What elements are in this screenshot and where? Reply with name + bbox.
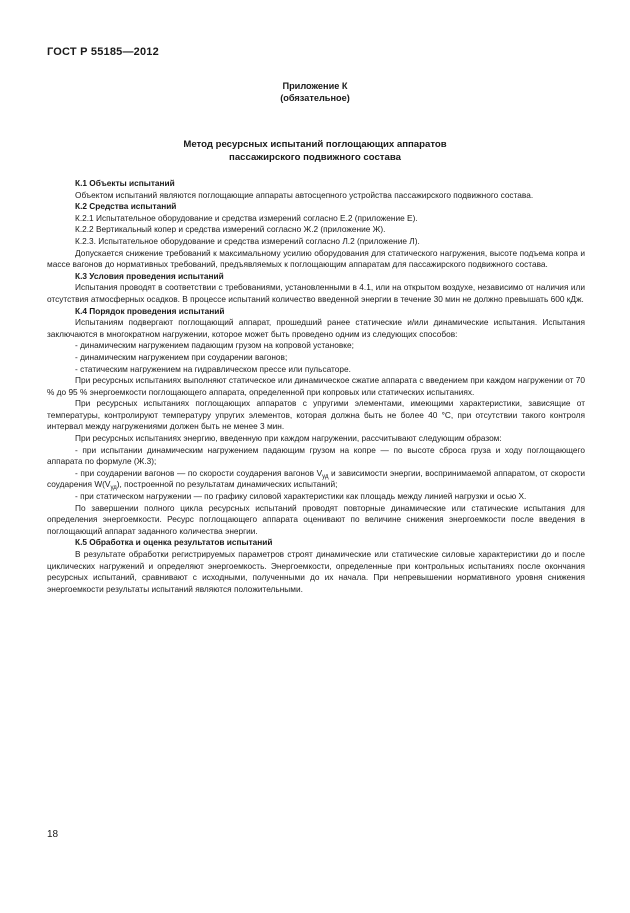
section-heading: К.3 Условия проведения испытаний [75,270,224,281]
paragraph: К.2.3. Испытательное оборудование и средства измерений согласно Л.2 (приложение Л). [75,235,420,246]
paragraph: При ресурсных испытаниях поглощающих аппаратов с упругими элементами, имеющими характеристики, зависящие от температуры, контролируют температуру упругих элементов, которая должна быть не более 40 °С, при отсутствии такого контроля интервал между нагружениями должен быть не менее 3 мин. [47,398,585,432]
list-item: - при статическом нагружении — по графику силовой характеристики как площадь между линией нагрузки и осью X. [75,491,527,502]
list-text: ), построенной по результатам динамических испытаний; [116,479,338,490]
list-item: - динамическим нагружением при соударении вагонов; [75,351,288,362]
paragraph: Объектом испытаний являются поглощающие аппараты автосцепного устройства пассажирского подвижного состава. [75,189,534,200]
annex-status: (обязательное) [280,93,350,103]
document-title [0,138,630,164]
paragraph: При ресурсных испытаниях энергию, введенную при каждом нагружении, рассчитывают следующим образом: [75,433,502,444]
list-item-formula [47,468,585,491]
section-heading: К.2 Средства испытаний [75,201,177,212]
paragraph: Испытаниям подвергают поглощающий аппарат, прошедший ранее статические и/или динамические испытания. Испытания заключаются в многократном нагружении, которое может быть проведено одним из следующих способов: [47,317,585,339]
paragraph: Допускается снижение требований к максимальному усилию оборудования для статического нагружения, высоте подъема копра и массе вагонов до нормативных требований, предъявляемых к поглощающим аппаратам для пассажирского подвижного состава. [47,247,585,270]
list-item: - при испытании динамическим нагружением падающим грузом на копре — по высоте сброса груза и ходу поглощающего аппарата по формуле (Ж.3); [47,444,585,467]
list-item: - статическим нагружением на гидравлическом прессе или пульсаторе. [75,363,351,374]
document-body [47,178,585,595]
section-heading: К.1 Объекты испытаний [75,178,175,188]
subscript: уд [322,473,329,480]
standard-header: ГОСТ Р 55185—2012 [47,46,159,58]
title-line-1: Метод ресурсных испытаний поглощающих аппаратов [183,139,447,150]
annex-block [0,80,630,104]
list-text: и зависимости энергии, воспринимаемой аппаратом, от скорости соударения W(V [47,467,585,490]
list-text: - при соударении вагонов — по скорости соударения вагонов V [75,467,323,478]
title-line-2: пассажирского подвижного состава [229,152,401,163]
paragraph: К.2.2 Вертикальный копер и средства измерений согласно Ж.2 (приложение Ж). [75,224,386,235]
section-heading: К.5 Обработка и оценка результатов испытаний [75,537,273,548]
annex-label: Приложение К [282,81,348,91]
list-item: - динамическим нагружением падающим грузом на копровой установке; [75,340,354,351]
paragraph: При ресурсных испытаниях выполняют статическое или динамическое сжатие аппарата с введением при каждом нагружении от 70 % до 95 % энергоемкости поглощающего аппарата, определенной при копровых или статических испытаниях. [47,375,585,397]
paragraph: Испытания проводят в соответствии с требованиями, установленными в 4.1, или на открытом воздухе, независимо от наличия или отсутствия атмосферных осадков. В процессе испытаний количество введенной энергии в течение 30 мин не должно превышать 600 кДж. [47,282,585,304]
section-heading: К.4 Порядок проведения испытаний [75,305,225,316]
subscript: уд [110,485,117,492]
paragraph: К.2.1 Испытательное оборудование и средства измерений согласно Е.2 (приложение Е). [75,212,418,223]
paragraph: В результате обработки регистрируемых параметров строят динамические или статические силовые характеристики до и после циклических нагружений и определяют энергоемкость. Энергоемкости, определенные при контрольных испытаниях после окончания ресурсных испытаний, сравнивают с исходными, полученными до их начала. При непревышении нормативного уровня снижения энергоемкости результаты испытаний являются положительными. [47,549,585,594]
paragraph: По завершении полного цикла ресурсных испытаний проводят повторные динамические или статические испытания для определения энергоемкости. Ресурс поглощающего аппарата оценивают по величине снижения энергоемкости после введения в поглощающий аппарат заданного количества энергии. [47,502,585,536]
page-number: 18 [47,829,59,840]
